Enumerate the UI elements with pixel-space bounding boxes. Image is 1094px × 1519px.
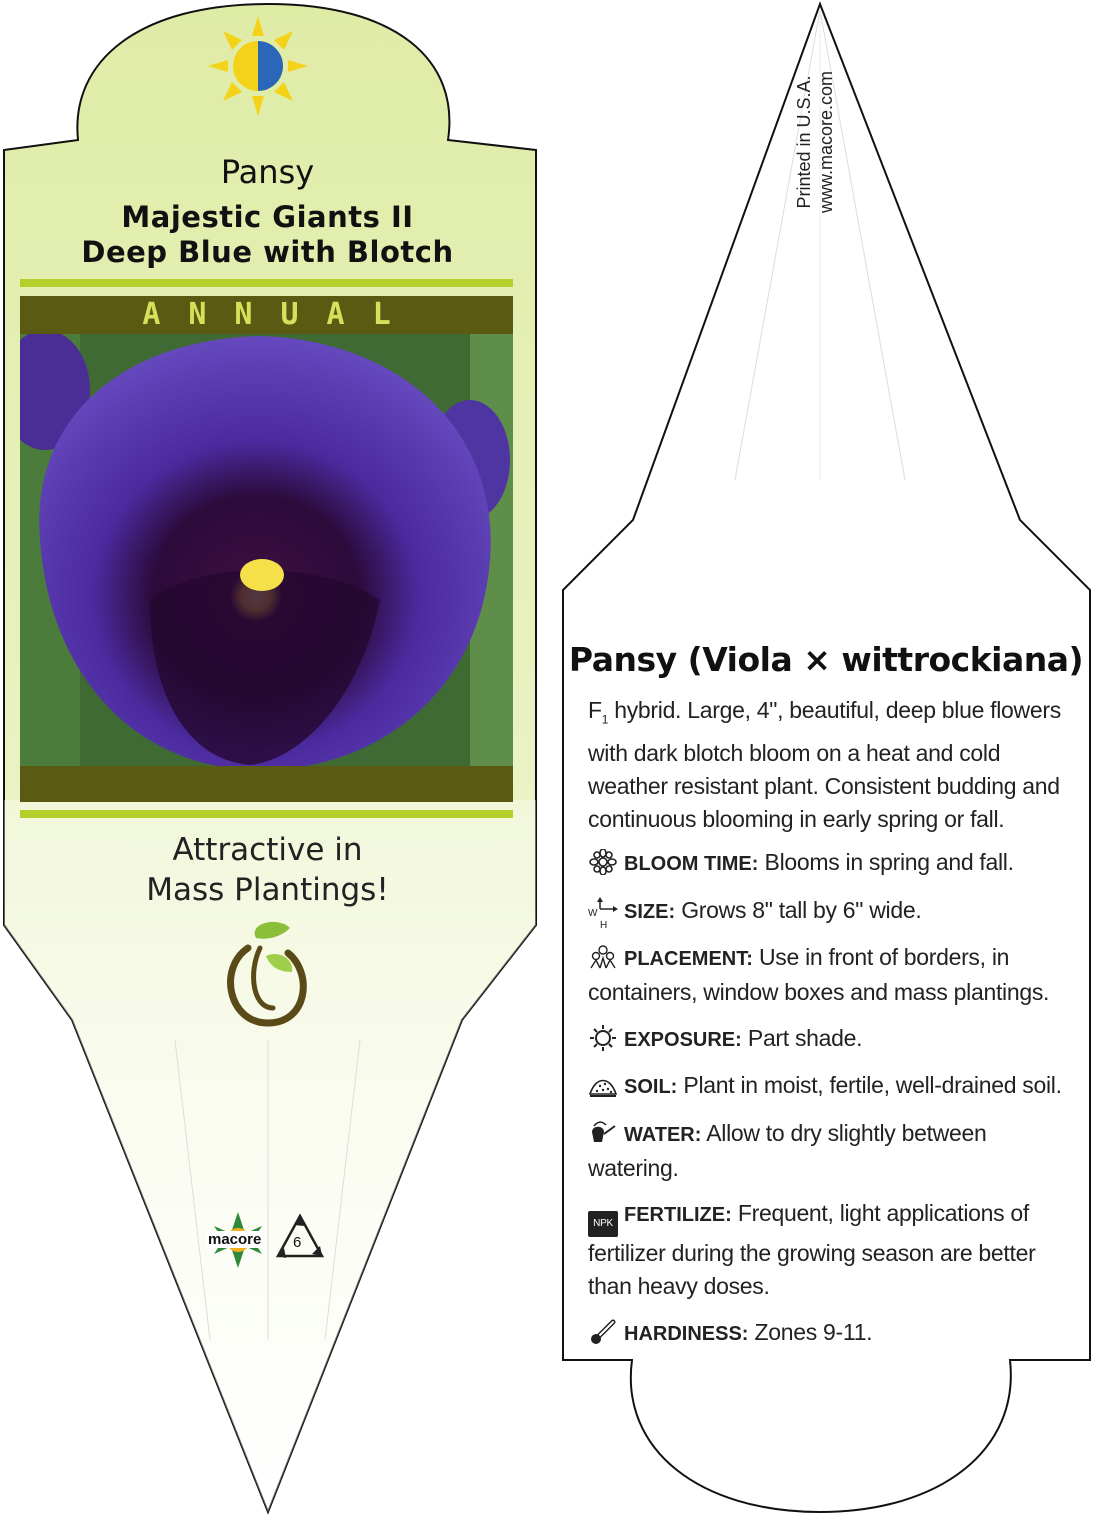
exposure-label: EXPOSURE:	[624, 1029, 742, 1051]
hardiness-text: Zones 9-11.	[748, 1319, 873, 1345]
bloom-time-label: BLOOM TIME:	[624, 853, 759, 875]
npk-icon: NPK	[588, 1211, 618, 1237]
soil-icon	[588, 1072, 618, 1098]
size-icon-h: H	[600, 920, 607, 931]
lime-rule-bottom	[20, 810, 513, 818]
description-text: hybrid. Large, 4", beautiful, deep blue flowers with dark blotch bloom on a heat and cold weather resistant plant. Consistent budding and continuous blooming in early spring or fall.	[588, 697, 1061, 832]
size-arrows-icon	[588, 897, 618, 931]
watering-can-icon	[588, 1120, 618, 1146]
exposure-text: Part shade.	[741, 1025, 863, 1051]
care-water	[588, 1117, 1068, 1185]
macore-logo-text: macore	[208, 1231, 262, 1248]
care-fertilize	[588, 1197, 1068, 1303]
care-size	[588, 894, 1068, 929]
variety-line-1: Majestic Giants II	[121, 200, 414, 234]
water-label: WATER:	[624, 1124, 702, 1146]
placement-text: Use in front of borders, in containers, window boxes and mass plantings.	[588, 944, 1050, 1005]
size-icon-w: W	[588, 908, 598, 919]
flower-photo	[0, 330, 513, 770]
size-text: Grows 8" tall by 6" wide.	[675, 897, 922, 923]
common-name: Pansy	[220, 153, 315, 191]
recycle-number: 6	[293, 1234, 302, 1251]
flower-icon	[588, 849, 618, 875]
variety-line-2: Deep Blue with Blotch	[81, 235, 454, 269]
sun-icon	[588, 1025, 618, 1051]
care-exposure	[588, 1022, 1068, 1057]
care-hardiness	[588, 1316, 1068, 1351]
fertilize-label: FERTILIZE:	[624, 1204, 732, 1226]
printed-line-1: Printed in U.S.A.	[794, 75, 814, 209]
bottom-band	[20, 766, 513, 802]
size-label: SIZE:	[624, 901, 676, 923]
hardiness-label: HARDINESS:	[624, 1323, 749, 1345]
description-sub: 1	[601, 712, 609, 727]
printed-line-2: www.macore.com	[816, 70, 836, 214]
description-prefix: F	[588, 697, 602, 723]
back-title: Pansy (Viola × wittrockiana)	[568, 640, 1084, 679]
care-placement	[588, 941, 1068, 1009]
category-band: ANNUAL	[20, 296, 513, 334]
sun-logo-icon	[208, 16, 308, 116]
lime-rule-top	[20, 279, 513, 287]
placement-label: PLACEMENT:	[624, 948, 753, 970]
water-text: Allow to dry slightly between watering.	[588, 1120, 987, 1181]
printed-info	[793, 27, 837, 257]
tagline-line-2: Mass Plantings!	[146, 872, 389, 908]
placement-icon	[588, 944, 618, 970]
care-bloom-time	[588, 846, 1068, 881]
care-soil	[588, 1069, 1068, 1104]
fertilize-text: Frequent, light applications of fertilizer during the growing season are better than heavy doses.	[588, 1200, 1036, 1299]
soil-label: SOIL:	[624, 1076, 678, 1098]
soil-text: Plant in moist, fertile, well-drained soil.	[677, 1072, 1062, 1098]
description	[588, 694, 1068, 836]
thermometer-icon	[588, 1319, 618, 1345]
bloom-time-text: Blooms in spring and fall.	[758, 849, 1014, 875]
tagline-line-1: Attractive in	[172, 832, 363, 868]
